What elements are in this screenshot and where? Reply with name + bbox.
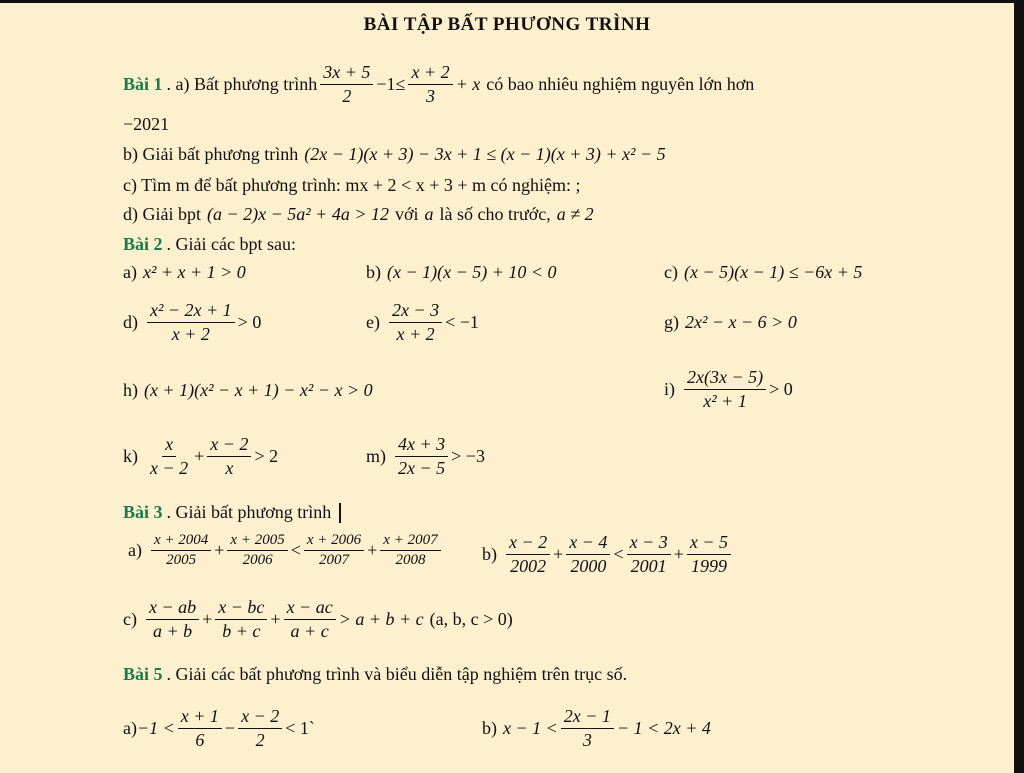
bai3-c-f1 (146, 597, 199, 641)
bai1-d-suffix: là số cho trước, (439, 204, 551, 224)
bai1-d-var: a (424, 204, 434, 224)
frac-num: 3x + 5 (320, 62, 373, 85)
frac-num: x − bc (215, 597, 267, 620)
bai1-a-frac2 (408, 62, 452, 106)
bai3-a-f3 (304, 532, 364, 570)
bai2-i-frac (684, 367, 766, 411)
frac-den: x + 2 (396, 323, 435, 344)
bai2-h (123, 380, 373, 401)
text-cursor (339, 503, 341, 523)
frac-num: x − 4 (566, 532, 610, 555)
bai2-k-frac2 (207, 434, 251, 478)
bai5-a-f2 (238, 706, 282, 750)
item-expr: (x − 1)(x − 5) + 10 < 0 (387, 262, 557, 282)
frac-num: x − 5 (687, 532, 731, 555)
frac-num: x + 2007 (380, 532, 440, 551)
bai1-d-prefix: d) Giải bpt (123, 204, 201, 224)
item-pre: x − 1 < (503, 717, 558, 738)
item-post: − 1 < 2x + 4 (616, 717, 711, 738)
frac-num: 2x(3x − 5) (684, 367, 766, 390)
frac-den: 6 (195, 729, 205, 750)
frac-num: 2x − 3 (389, 300, 442, 323)
frac-num: x − ab (146, 597, 199, 620)
bai5-b-f1 (561, 706, 614, 750)
bai2-c (664, 262, 862, 283)
bai5-intro: . Giải các bất phương trình và biểu diễn tập nghiệm trên trục số. (166, 664, 628, 684)
item-rel: > 0 (769, 378, 793, 399)
frac-num: 4x + 3 (395, 434, 448, 457)
frac-den: 2001 (630, 555, 667, 576)
frac-den: 3 (582, 729, 592, 750)
bai2-m (366, 434, 485, 478)
bai1-heading: Bài 1 (123, 73, 163, 94)
bai1-a-mid2: + x (455, 73, 481, 94)
frac-num: x − 2 (238, 706, 282, 729)
bai2-k (123, 434, 278, 478)
bai3-heading: Bài 3 (123, 502, 163, 522)
item-rel: > 2 (254, 445, 279, 466)
bai2-e-frac (389, 300, 442, 344)
bai3-b-f3 (627, 532, 671, 576)
bai1-b-line (123, 144, 666, 165)
frac-den: 2007 (319, 552, 349, 569)
item-label: a) (123, 717, 137, 738)
frac-den: x (225, 457, 234, 478)
bai1-a-line (123, 62, 754, 106)
frac-den: x² + 1 (703, 390, 747, 411)
bai1-a-frac1 (320, 62, 373, 106)
item-rel: > −3 (451, 445, 485, 466)
bai3-a-f1 (151, 532, 211, 570)
bai2-heading: Bài 2 (123, 234, 163, 254)
frac-num: x + 2005 (227, 532, 287, 551)
item-expr: x² + x + 1 > 0 (142, 262, 246, 282)
item-label: m) (366, 445, 386, 466)
bai2-intro: . Giải các bpt sau: (166, 234, 296, 254)
item-label: d) (123, 311, 138, 332)
bai2-d-frac (147, 300, 235, 344)
bai3-intro: . Giải bất phương trình (166, 502, 332, 522)
bai3-a-f2 (227, 532, 287, 570)
item-plus: + (194, 445, 205, 466)
item-label: g) (664, 312, 679, 332)
item-label: a) (128, 540, 142, 561)
frac-den: x − 2 (150, 457, 189, 478)
item-label: i) (664, 378, 675, 399)
bai3-c-f2 (215, 597, 267, 641)
frac-num: x + 2 (408, 62, 452, 85)
item-label: h) (123, 380, 138, 400)
bai1-b-prefix: b) Giải bất phương trình (123, 144, 299, 164)
item-label: c) (664, 262, 678, 282)
frac-den: x + 2 (171, 323, 210, 344)
item-label: c) (123, 608, 137, 629)
frac-num: x − 2 (506, 532, 550, 555)
frac-den: 2008 (395, 552, 426, 569)
bai3-c-f3 (284, 597, 336, 641)
item-label: b) (366, 262, 381, 282)
item-rel: > 0 (237, 311, 262, 332)
frac-num: x (162, 434, 176, 457)
item-expr: (x − 5)(x − 1) ≤ −6x + 5 (683, 262, 863, 282)
page-title: BÀI TẬP BẤT PHƯƠNG TRÌNH (363, 14, 651, 35)
bai3-a: a) $\frac{x + 2004}{2005}$ + $\frac{x + 2005}{2006}$ < $\frac{x + 2006}{2007}$ + $\frac{x + 2007}{2008}$ (128, 532, 444, 570)
bai2-g (664, 312, 797, 333)
bai1-a-prefix: . a) Bất phương trình (166, 73, 318, 94)
bai3-c: c) $\frac{x - ab}{a + b}$ + $\frac{x - bc}{b + c}$ + $\frac{x - ac}{a + c}$ > a + b + c (a, b, c > 0) (123, 597, 513, 641)
frac-den: 1999 (690, 555, 727, 576)
bai1-d-cond: a ≠ 2 (556, 204, 594, 224)
bai5-b (482, 706, 711, 750)
item-minus: − (224, 717, 236, 738)
bai1-c-line: c) Tìm m để bất phương trình: mx + 2 < x + 3 + m có nghiệm: ; (123, 175, 581, 195)
item-rel: < −1 (445, 311, 479, 332)
right-border (1014, 0, 1024, 773)
item-expr: (x + 1)(x² − x + 1) − x² − x > 0 (144, 380, 373, 400)
frac-den: 2x − 5 (398, 457, 446, 478)
bai2-k-frac1 (147, 434, 191, 478)
item-label: b) (482, 717, 497, 738)
bai2-a (123, 262, 246, 283)
bai5-intro-line (123, 664, 627, 685)
frac-num: 2x − 1 (561, 706, 614, 729)
bai5-heading: Bài 5 (123, 664, 163, 684)
frac-den: 2006 (242, 552, 273, 569)
bai2-e (366, 300, 479, 344)
bai2-m-frac (395, 434, 448, 478)
frac-den: 2000 (570, 555, 607, 576)
bai5-a-f1 (178, 706, 222, 750)
item-expr: 2x² − x − 6 > 0 (685, 312, 797, 332)
item-post: < 1` (285, 717, 315, 738)
item-rel: > a + b + c (338, 608, 424, 629)
bai3-b-f1 (506, 532, 550, 576)
item-label: a) (123, 262, 137, 282)
frac-num: x² − 2x + 1 (147, 300, 235, 323)
item-label: b) (482, 543, 497, 564)
bai1-d-mid: với (394, 204, 419, 224)
item-pre: −1 < (136, 717, 175, 738)
item-label: e) (366, 311, 380, 332)
frac-num: x − ac (284, 597, 336, 620)
frac-den: 2 (342, 85, 352, 106)
bai2-b (366, 262, 557, 283)
frac-den: 3 (426, 85, 435, 106)
frac-num: x − 2 (207, 434, 251, 457)
frac-num: x + 2004 (151, 532, 211, 551)
bai2-d (123, 300, 261, 344)
bai1-a-suffix: có bao nhiêu nghiệm nguyên lớn hơn (486, 73, 755, 94)
frac-num: x − 3 (627, 532, 671, 555)
bai2-i (664, 367, 793, 411)
bai1-a-mid1: −1≤ (376, 73, 406, 94)
item-label: k) (123, 445, 138, 466)
frac-den: 2005 (166, 552, 197, 569)
frac-den: 2 (255, 729, 265, 750)
bai1-d-expr: (a − 2)x − 5a² + 4a > 12 (207, 204, 389, 224)
bai2-intro-line (123, 234, 296, 255)
frac-den: a + b (152, 620, 193, 641)
bai5-a (123, 706, 315, 750)
frac-den: a + c (290, 620, 329, 641)
item-cond: (a, b, c > 0) (429, 608, 513, 629)
frac-den: b + c (222, 620, 261, 641)
bai3-b-f4 (687, 532, 731, 576)
bai1-a-cont: −2021 (123, 114, 170, 134)
bai1-d-line (123, 204, 594, 225)
bai3-b-f2 (566, 532, 610, 576)
bai1-b-expr: (2x − 1)(x + 3) − 3x + 1 ≤ (x − 1)(x + 3) + x² − 5 (304, 144, 666, 164)
bai3-b: b) $\frac{x - 2}{2002}$ + $\frac{x - 4}{2000}$ < $\frac{x - 3}{2001}$ + $\frac{x - 5}{1999}$ (482, 532, 734, 576)
bai3-a-f4 (380, 532, 440, 570)
frac-den: 2002 (510, 555, 547, 576)
bai3-intro-line (123, 502, 341, 523)
frac-num: x + 1 (178, 706, 222, 729)
frac-num: x + 2006 (304, 532, 364, 551)
